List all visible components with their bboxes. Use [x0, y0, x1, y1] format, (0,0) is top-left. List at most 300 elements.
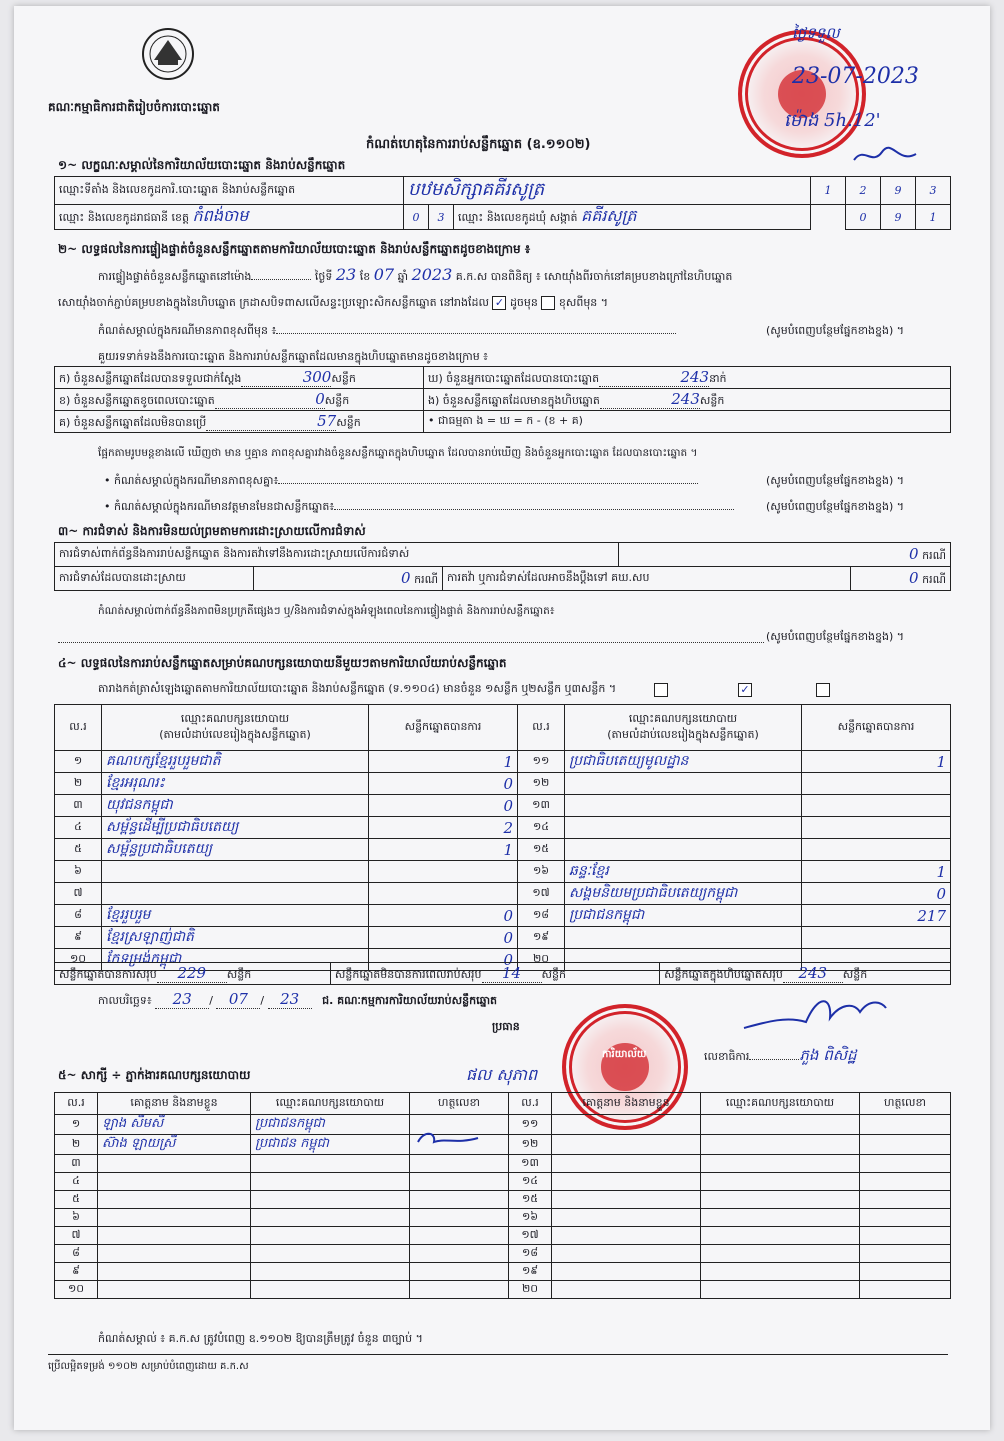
witness-sign: [410, 1209, 509, 1227]
col-party: [102, 705, 369, 751]
party-votes: [369, 861, 518, 883]
bullet-difference-label: • កំណត់សម្គាល់ក្នុងករណីមានភាពខុសគ្នា៖: [104, 474, 279, 487]
witness-name: [552, 1263, 701, 1281]
witness-note: ផល សុភាព: [466, 1065, 538, 1084]
bullet-difference: [104, 474, 768, 488]
verify-month-label: ខែ: [359, 270, 371, 283]
witness-party: [701, 1191, 860, 1209]
witness-party: [701, 1209, 860, 1227]
complaints-count: 0: [909, 544, 919, 563]
witness-name: ឡាង សីមសី: [98, 1115, 251, 1135]
witness-name: [552, 1115, 701, 1135]
witness-party: [251, 1281, 410, 1299]
col-no: ល.រ: [55, 705, 102, 751]
witness-party: [251, 1155, 410, 1173]
party-name: ឆន្ទៈខ្មែរ: [565, 861, 802, 883]
party-name: [565, 773, 802, 795]
party-name: [565, 839, 802, 861]
witness-party: ប្រជាជនកម្ពុជា: [251, 1115, 410, 1135]
party-votes: [802, 839, 951, 861]
table-row: [55, 751, 951, 773]
count-unit: សន្លឹក: [336, 415, 361, 429]
witness-name: [552, 1245, 701, 1263]
witness-party: [251, 1227, 410, 1245]
col-no: ល.រ: [55, 1093, 98, 1115]
party-no: ១២: [518, 773, 565, 795]
count-row-a: [55, 367, 424, 389]
witness-party: ប្រជាជន កម្ពុជា: [251, 1135, 410, 1155]
seal-text: សោយ៉ាំងចាក់ភ្ជាប់គម្របខាងក្នុងនៃហិបឆ្នោត ក្រដាសបិទពាសលើសន្ទះប្រឡោះសិកសន្លឹកឆ្នោត នៅរាងដែល: [58, 296, 489, 309]
col-name: គោត្តនាម និងនាមខ្លួន: [552, 1093, 701, 1115]
party-name: សម្ព័ន្ធប្រជាធិបតេយ្យ: [102, 839, 369, 861]
witness-no: ១៤: [509, 1173, 552, 1191]
nec-emblem-icon: [140, 26, 196, 82]
bullet-foreign-label: • កំណត់សម្គាល់ក្នុងករណីមានវត្តមានមែនជាសន្លឹកឆ្នោត៖: [104, 500, 335, 513]
witness-party: [701, 1245, 860, 1263]
total-box-label: សន្លឹកឆ្នោតក្នុងហិបឆ្នោតសរុប: [664, 967, 783, 981]
party-name: ប្រជាជនកម្ពុជា: [565, 905, 802, 927]
count-value: 243: [671, 389, 700, 408]
president-label: ប្រធាន: [492, 1020, 520, 1033]
station-code-digit: 2: [846, 177, 881, 205]
party-votes: 0: [369, 927, 518, 949]
witness-sign: [410, 1155, 509, 1173]
party-no: ១៦: [518, 861, 565, 883]
witness-no: ៤: [55, 1173, 98, 1191]
province-code-digit: 3: [429, 205, 454, 230]
verification-line: [98, 265, 733, 284]
verify-time-blank: [251, 279, 311, 280]
witness-sign: [860, 1115, 951, 1135]
witness-party: [251, 1191, 410, 1209]
secretary-line: [704, 1048, 857, 1064]
sheet2-checkbox[interactable]: ✓: [738, 683, 752, 697]
footer-note: កំណត់សម្គាល់ ៖ គ.ក.ស ត្រូវបំពេញ ឧ.១១០២ ឱ្យបានត្រឹមត្រូវ ចំនួន ៣ច្បាប់ ។: [98, 1332, 423, 1345]
resolved-count-cell: [254, 567, 443, 591]
bullet-foreign: [104, 500, 768, 514]
table-row: [55, 1191, 951, 1209]
party-no: ១១: [518, 751, 565, 773]
party-votes: 0: [369, 773, 518, 795]
party-name: ខ្មែរស្រឡាញ់ជាតិ: [102, 927, 369, 949]
table-row: [55, 839, 951, 861]
fill-more-note: (សូមបំពេញបន្ថែមផ្នែកខាងខ្នង) ។: [766, 500, 905, 513]
unit-label: សន្លឹក: [541, 967, 566, 981]
party-no: ២: [55, 773, 102, 795]
secretary-label: លេខាធិការ: [704, 1050, 750, 1063]
party-no: ១៤: [518, 817, 565, 839]
appeal-count: 0: [909, 568, 919, 587]
province-name: កំពង់ចាម: [192, 206, 249, 225]
count-date-line: កាលបរិច្ឆេទ៖ 23 / 07 / 23 ជ. គណៈកម្មការការិយាល័យរាប់សន្លឹកឆ្នោត: [98, 990, 498, 1008]
witness-name: [98, 1281, 251, 1299]
committee-name: គណៈកម្មាធិការជាតិរៀបចំការបោះឆ្នោត: [48, 100, 220, 114]
station-info-table: [54, 176, 951, 230]
bullet-blank: [278, 483, 698, 484]
party-name: សម្ព័ន្ធដើម្បីប្រជាធិបតេយ្យ: [102, 817, 369, 839]
witness-name: [98, 1173, 251, 1191]
witness-no: ១៣: [509, 1155, 552, 1173]
count-date-month: 07: [228, 990, 248, 1008]
count-unit: សន្លឹក: [324, 393, 350, 407]
section2-heading: ២~ លទ្ធផលនៃការផ្ទៀងផ្ទាត់ចំនួនសន្លឹកឆ្នោតតាមការិយាល័យបោះឆ្នោត និងរាប់សន្លឹកឆ្នោតដូចខាងក្រោម ៖: [58, 242, 531, 256]
formula-text: • ជាធម្មតា ង = ឃ = ក - (ខ + គ): [428, 413, 583, 427]
witness-no: ៨: [55, 1245, 98, 1263]
table-row: [55, 927, 951, 949]
count-label: ង) ចំនួនសន្លឹកឆ្នោតដែលមានក្នុងហិបឆ្នោត: [428, 393, 600, 407]
count-value: 57: [317, 411, 337, 430]
col-party-title: ឈ្មោះគណបក្សនយោបាយ: [180, 711, 290, 725]
total-invalid-cell: [330, 963, 659, 985]
table-row: [55, 861, 951, 883]
party-votes: [369, 883, 518, 905]
count-unit: សន្លឹក: [699, 393, 725, 407]
col-party: [565, 705, 802, 751]
form-reference: ប្រើលម្អិតទម្រង់ ១១០២ សម្រាប់បំពេញដោយ គ.ក.ស: [48, 1361, 249, 1372]
secretary-signature: [736, 988, 896, 1052]
stamp-time: ម៉ោង 5h.12': [784, 110, 881, 131]
total-box-cell: [660, 963, 951, 985]
col-no: ល.រ: [509, 1093, 552, 1115]
witness-no: ១១: [509, 1115, 552, 1135]
sheet3-checkbox[interactable]: [816, 683, 830, 697]
col-votes: សន្លឹកឆ្នោតបានការ: [802, 705, 951, 751]
difference-note-blank: [276, 333, 676, 334]
receipt-stamp: [738, 30, 866, 158]
count-value-wrap: [599, 368, 709, 387]
count-row-b: [55, 389, 424, 411]
party-no: ៧: [55, 883, 102, 905]
count-value: 300: [302, 367, 332, 386]
province-label: [55, 205, 404, 230]
col-name: គោត្តនាម និងនាមខ្លួន: [98, 1093, 251, 1115]
witness-party: [701, 1135, 860, 1155]
irregularity-note: កំណត់សម្គាល់ពាក់ព័ន្ធនឹងភាពមិនប្រក្រតីផ្សេងៗ ឬ/និងការជំទាស់ក្នុងអំឡុងពេលនៃការផ្ទៀងផ្ទាត់ និងការរាប់សន្លឹកឆ្នោត៖: [98, 605, 555, 617]
commune-label: ឈ្មោះ និងលេខកូដឃុំ សង្កាត់: [458, 211, 578, 224]
witness-no: ២: [55, 1135, 98, 1155]
witness-party: [701, 1263, 860, 1281]
party-name: គណបក្សខ្មែររួបរួមជាតិ: [102, 751, 369, 773]
party-name: កែទម្រង់កម្ពុជា: [102, 949, 369, 971]
table-row: [55, 883, 951, 905]
party-no: ៦: [55, 861, 102, 883]
verify-month: 07: [373, 265, 395, 284]
fill-more-note: (សូមបំពេញបន្ថែមផ្នែកខាងខ្នង) ។: [766, 474, 905, 487]
form-page: [14, 6, 990, 1430]
total-invalid-label: សន្លឹកឆ្នោតមិនបានការពេលរាប់សរុប: [334, 967, 482, 981]
party-votes: 1: [369, 751, 518, 773]
formula-cell: [424, 411, 951, 433]
witness-no: ៩: [55, 1263, 98, 1281]
table-row: [55, 1245, 951, 1263]
party-no: ៨: [55, 905, 102, 927]
witness-no: ១៩: [509, 1263, 552, 1281]
col-party: ឈ្មោះគណបក្សនយោបាយ: [251, 1093, 410, 1115]
station-code-digit: 1: [811, 177, 846, 205]
party-votes: [802, 927, 951, 949]
difference-note: [98, 324, 768, 338]
witness-sign: [860, 1155, 951, 1173]
witness-sign: [860, 1227, 951, 1245]
difference-check-line: ផ្អែកតាមរូបមន្តខាងលើ ឃើញថា មាន ឬគ្មាន ភាពខុសគ្នារវាងចំនួនសន្លឹកឆ្នោតក្នុងហិបឆ្នោត ដែលបានរាប់ឃើញ និងចំនួនអ្នកបោះឆ្នោត ដែលបានបោះឆ្នោត ។: [98, 447, 698, 459]
section3-heading: ៣~ ការជំទាស់ និងការមិនយល់ព្រមតាមការដោះស្រាយលើការជំទាស់: [58, 524, 366, 538]
province-label-text: ឈ្មោះ និងលេខកូដរាជធានី ខេត្ត: [59, 211, 189, 224]
total-valid: 229: [177, 963, 207, 982]
section5-heading: ៥~ សាក្សី ÷ ភ្នាក់ងារគណបក្សនយោបាយ: [58, 1068, 251, 1082]
party-no: ១៧: [518, 883, 565, 905]
count-label: ឃ) ចំនួនអ្នកបោះឆ្នោតដែលបានបោះឆ្នោត: [428, 371, 600, 385]
commune-name: គគីរសូត្រ: [581, 206, 637, 225]
count-date-label: កាលបរិច្ឆេទ៖: [98, 994, 152, 1007]
party-votes: 217: [802, 905, 951, 927]
party-votes: [802, 773, 951, 795]
witness-sign: [410, 1173, 509, 1191]
table-row: [55, 1173, 951, 1191]
total-valid-label: សន្លឹកឆ្នោតបានការសរុប: [59, 967, 157, 981]
count-value-wrap: [241, 368, 331, 387]
party-no: ១: [55, 751, 102, 773]
witness-table: [54, 1092, 951, 1299]
party-results-table: [54, 704, 951, 971]
tally-sheet-line: [98, 682, 616, 696]
stamp-date: 23-07-2023: [792, 64, 919, 89]
table-row: [55, 905, 951, 927]
witness-name: [552, 1227, 701, 1245]
station-code-digit: 3: [916, 177, 951, 205]
party-votes: [802, 817, 951, 839]
party-votes: 0: [369, 905, 518, 927]
party-name: [565, 927, 802, 949]
table-row: [55, 1115, 951, 1135]
witness-party: [251, 1173, 410, 1191]
unit-label: ករណី: [414, 572, 438, 586]
unit-label: សន្លឹក: [842, 967, 868, 981]
commune-cell: [454, 205, 811, 230]
party-no: ១៨: [518, 905, 565, 927]
section1-heading: ១~ លក្ខណៈសម្គាល់នៃការិយាល័យបោះឆ្នោត និងរាប់សន្លឹកឆ្នោត: [58, 158, 346, 172]
party-no: ៥: [55, 839, 102, 861]
table-row: [55, 817, 951, 839]
witness-name: [552, 1209, 701, 1227]
col-no: ល.រ: [518, 705, 565, 751]
witness-sign: [410, 1245, 509, 1263]
party-name: សង្គមនិយមប្រជាធិបតេយ្យកម្ពុជា: [565, 883, 802, 905]
witness-name: [98, 1209, 251, 1227]
complaints-label: ការជំទាស់ពាក់ព័ន្ធនឹងការរាប់សន្លឹកឆ្នោត និងការតវ៉ាទៅនឹងការដោះស្រាយលើការជំទាស់: [55, 543, 619, 567]
witness-party: [701, 1227, 860, 1245]
party-votes: 1: [802, 861, 951, 883]
witness-sign: [410, 1281, 509, 1299]
col-party-sub: (តាមលំដាប់លេខរៀងក្នុងសន្លឹកឆ្នោត): [159, 727, 311, 741]
witness-sign: [860, 1209, 951, 1227]
different-checkbox[interactable]: [541, 296, 555, 310]
party-votes: 1: [369, 839, 518, 861]
witness-name: [98, 1245, 251, 1263]
count-date-year: 23: [280, 990, 300, 1008]
witness-sign: [860, 1135, 951, 1155]
witness-name: [98, 1227, 251, 1245]
witness-sign: [860, 1245, 951, 1263]
total-valid-cell: [55, 963, 331, 985]
col-party-sub: (តាមលំដាប់លេខរៀងក្នុងសន្លឹកឆ្នោត): [607, 727, 759, 741]
witness-party: [701, 1281, 860, 1299]
col-sign: ហត្ថលេខា: [410, 1093, 509, 1115]
witness-sign: [860, 1281, 951, 1299]
count-label: គ) ចំនួនសន្លឹកឆ្នោតដែលមិនបានប្រើ: [59, 415, 207, 429]
count-row-c: [55, 411, 424, 433]
different-label: ខុសពីមុន: [558, 296, 598, 309]
verify-year: 2023: [411, 265, 453, 284]
province-code-digit: 0: [404, 205, 429, 230]
witness-no: ៥: [55, 1191, 98, 1209]
witness-name: [552, 1155, 701, 1173]
party-no: ៤: [55, 817, 102, 839]
complaints-table: [54, 542, 951, 591]
count-value-wrap: [600, 390, 700, 409]
section4-heading: ៤~ លទ្ធផលនៃការរាប់សន្លឹកឆ្នោតសម្រាប់គណបក្សនយោបាយនីមួយៗតាមការិយាល័យរាប់សន្លឹកឆ្នោត: [58, 656, 507, 670]
witness-sign: [860, 1191, 951, 1209]
footer-divider: [48, 1354, 948, 1355]
party-no: ១៥: [518, 839, 565, 861]
same-checkbox[interactable]: ✓: [492, 296, 506, 310]
stamp-label: ថ្ងៃទទួល: [792, 24, 840, 42]
witness-no: ១៥: [509, 1191, 552, 1209]
table-row: [55, 1263, 951, 1281]
witness-party: [701, 1115, 860, 1135]
witness-no: ២០: [509, 1281, 552, 1299]
spacer-cell: [811, 205, 846, 230]
table-row: [55, 773, 951, 795]
stamp-initial-signature: [850, 144, 920, 168]
party-votes: [802, 795, 951, 817]
witness-name: [552, 1173, 701, 1191]
col-sign: ហត្ថលេខា: [860, 1093, 951, 1115]
witness-no: ១៨: [509, 1245, 552, 1263]
table-row: [55, 1281, 951, 1299]
witness-no: ១២: [509, 1135, 552, 1155]
witness-sign: [860, 1173, 951, 1191]
stamp-caption: ការិយាល័យ: [602, 1049, 647, 1060]
witness-no: ១៧: [509, 1227, 552, 1245]
witness-party: [251, 1263, 410, 1281]
witness-sign: [860, 1263, 951, 1281]
table-row: [55, 1135, 951, 1155]
witness-sign: [410, 1191, 509, 1209]
count-value: 243: [680, 367, 710, 386]
unit-label: សន្លឹក: [226, 967, 252, 981]
signer-title: ជ. គណៈកម្មការការិយាល័យរាប់សន្លឹកឆ្នោត: [322, 994, 498, 1007]
witness-name: [98, 1191, 251, 1209]
witness-name: [98, 1263, 251, 1281]
count-value-wrap: [206, 412, 336, 431]
party-no: ២០: [518, 949, 565, 971]
station-code-digit: 9: [881, 177, 916, 205]
fill-more-note: (សូមបំពេញបន្ថែមផ្នែកខាងខ្នង) ។: [766, 324, 905, 337]
witness-name: [552, 1281, 701, 1299]
resolved-count: 0: [401, 568, 411, 587]
appeal-label: ការតវ៉ា ឬការជំទាស់ដែលអាចនឹងប្តឹងទៅ គឃ.សប: [443, 567, 851, 591]
table-row: [55, 1209, 951, 1227]
party-name: ប្រជាធិបតេយ្យមូលដ្ឋាន: [565, 751, 802, 773]
irregularity-blank: [58, 642, 764, 643]
station-label: ឈ្មោះទីតាំង និងលេខកូដការិ.បោះឆ្នោត និងរាប់សន្លឹកឆ្នោត: [55, 177, 404, 205]
party-votes: 2: [369, 817, 518, 839]
party-name: [565, 795, 802, 817]
witness-party: [251, 1245, 410, 1263]
witness-no: ៣: [55, 1155, 98, 1173]
verify-time-label: ការផ្ទៀងផ្ទាត់ចំនួនសន្លឹកឆ្នោតនៅម៉ោង: [98, 270, 252, 283]
party-no: ៩: [55, 927, 102, 949]
witness-no: ១៦: [509, 1209, 552, 1227]
verify-year-label: ឆ្នាំ: [397, 270, 409, 283]
witness-name: [552, 1191, 701, 1209]
witness-no: ៦: [55, 1209, 98, 1227]
count-value-wrap: [215, 390, 325, 409]
witness-no: ៧: [55, 1227, 98, 1245]
col-votes: សន្លឹកឆ្នោតបានការ: [369, 705, 518, 751]
counts-intro: គួយរទទាក់ទងនឹងការបោះឆ្នោត និងការរាប់សន្លឹកឆ្នោតដែលមានក្នុងហិបឆ្នោតមានដូចខាងក្រោម ៖: [98, 350, 489, 363]
party-votes: 0: [369, 795, 518, 817]
commune-code-digit: 0: [846, 205, 881, 230]
count-label: ខ) ចំនួនសន្លឹកឆ្នោតខូចពេលបោះឆ្នោត: [59, 393, 215, 407]
witness-sign: [410, 1227, 509, 1245]
party-no: ១៣: [518, 795, 565, 817]
unit-label: ករណី: [922, 548, 946, 562]
count-label: ក) ចំនួនសន្លឹកឆ្នោតដែលបានទទួលជាក់ស្តែង: [59, 371, 242, 385]
difference-note-label: កំណត់សម្គាល់ក្នុងករណីមានភាពខុសពីមុន ៖: [98, 324, 277, 337]
sheet1-checkbox[interactable]: [654, 683, 668, 697]
witness-name: [98, 1155, 251, 1173]
complaints-count-cell: [619, 543, 951, 567]
table-row: [55, 795, 951, 817]
party-name: [102, 861, 369, 883]
witness-no: ១: [55, 1115, 98, 1135]
tally-sheet-text: តារាងកត់ត្រាសំឡេងឆ្នោតតាមការិយាល័យបោះឆ្នោត និងរាប់សន្លឹកឆ្នោត (ទ.១១០៤) មានចំនួន ១សន្លឹក ឬ២សន្លឹក ឬ៣សន្លឹក ។: [98, 682, 617, 695]
secretary-name: ភួង ពិសិដ្ឋ: [799, 1046, 857, 1064]
totals-table: [54, 962, 951, 985]
verify-day: 23: [335, 265, 357, 284]
party-name: [102, 883, 369, 905]
count-date-day: 23: [172, 990, 192, 1008]
total-invalid: 14: [501, 963, 522, 982]
party-no: ៣: [55, 795, 102, 817]
party-name: ខ្មែរអរុណរះ: [102, 773, 369, 795]
seal-line: សោយ៉ាំងចាក់ភ្ជាប់គម្របខាងក្នុងនៃហិបឆ្នោត ក្រដាសបិទពាសលើសន្ទះប្រឡោះសិកសន្លឹកឆ្នោត នៅរាងដែល ✓ ដូចមុន ខុសពីមុន ។: [58, 296, 609, 309]
witness-no: ១០: [55, 1281, 98, 1299]
count-unit: នាក់: [709, 371, 727, 385]
party-no: ១៩: [518, 927, 565, 949]
appeal-count-cell: [850, 567, 951, 591]
table-row: [55, 1227, 951, 1245]
count-row-e: [424, 389, 951, 411]
ballot-counts-table: [54, 366, 951, 433]
party-no: ១០: [55, 949, 102, 971]
party-name: យុវជនកម្ពុជា: [102, 795, 369, 817]
commune-code-digit: 1: [916, 205, 951, 230]
party-name: [565, 817, 802, 839]
witness-sign: [410, 1263, 509, 1281]
total-box: 243: [798, 963, 828, 982]
resolved-label: ការជំទាស់ដែលបានដោះស្រាយ: [55, 567, 254, 591]
witness-signature: [414, 1128, 484, 1150]
count-value: 0: [315, 389, 325, 408]
verify-text: គ.ក.ស បានពិនិត្យ ៖ សោយ៉ាំងពីរចាក់នៅគម្របខាងក្រៅនៃហិបឆ្នោត: [455, 270, 733, 283]
unit-label: ករណី: [922, 572, 946, 586]
witness-party: [251, 1209, 410, 1227]
party-name: ខ្មែររួបរួម: [102, 905, 369, 927]
witness-name: ស៊ាង ឡាយស្រី: [98, 1135, 251, 1155]
count-row-d: [424, 367, 951, 389]
